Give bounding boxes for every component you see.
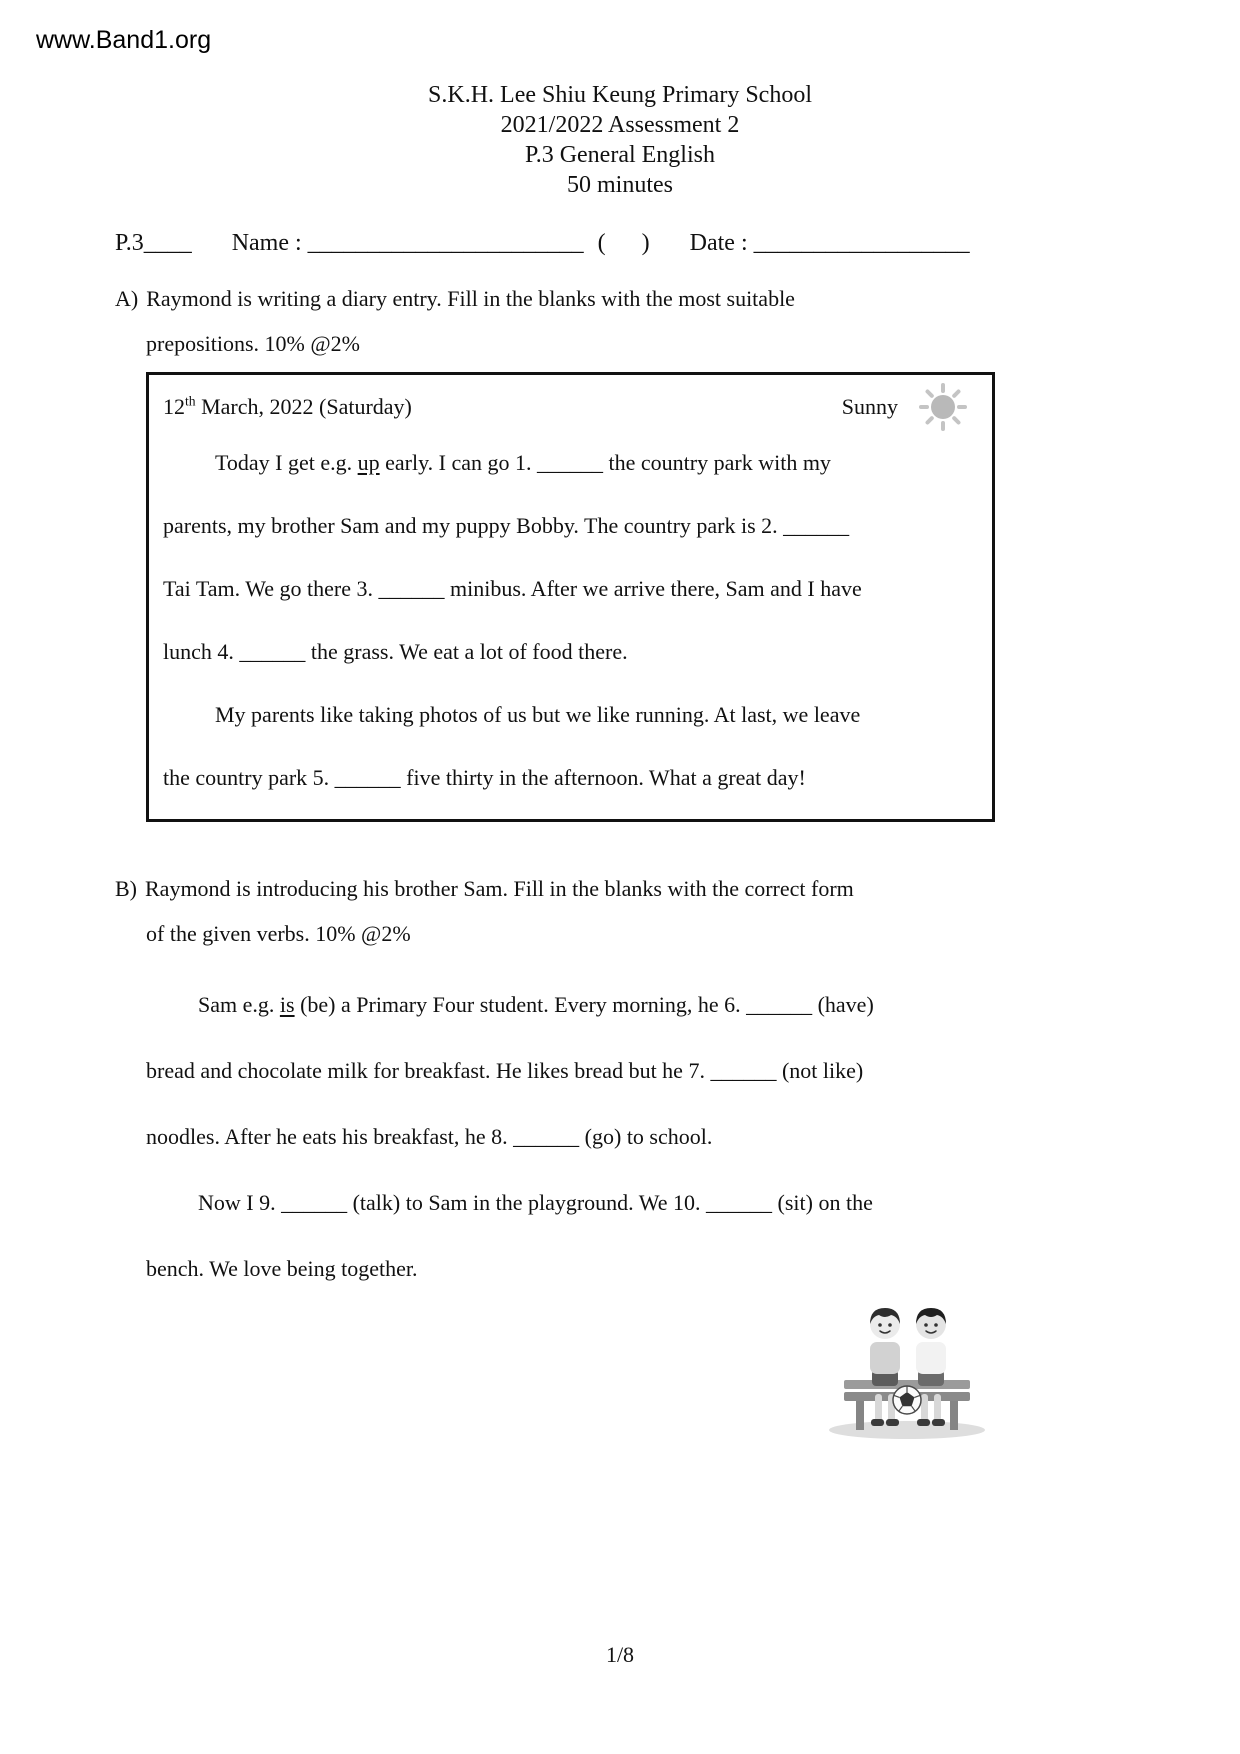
section-b-text xyxy=(146,972,1066,1302)
section-b-instruction-line1 xyxy=(115,866,854,911)
football xyxy=(893,1386,921,1414)
assessment-title: 2021/2022 Assessment 2 xyxy=(500,112,740,138)
section-a-instruction-line1 xyxy=(115,276,795,321)
name-blank: _______________________ xyxy=(307,230,584,256)
date-label: Date : xyxy=(689,230,748,256)
text-line: bread and chocolate milk for breakfast. He likes bread but he 7. ______ (not like) xyxy=(146,1058,864,1083)
section-b-label: B) xyxy=(115,876,137,901)
text-line: parents, my brother Sam and my puppy Bobby. The country park is 2. ______ xyxy=(163,513,850,538)
diary-weather xyxy=(842,381,978,433)
duration: 50 minutes xyxy=(567,172,673,198)
section-b-instruction-line2: of the given verbs. 10% @2% xyxy=(146,921,411,946)
text-line: lunch 4. ______ the grass. We eat a lot of food there. xyxy=(163,639,628,664)
diary-box xyxy=(146,372,995,822)
class-blank: ____ xyxy=(143,230,192,256)
diary-text xyxy=(163,431,978,809)
text-line: the country park 5. ______ five thirty in the afternoon. What a great day! xyxy=(163,765,806,790)
section-a-instruction-line2: prepositions. 10% @2% xyxy=(146,331,360,356)
section-a-label: A) xyxy=(115,286,139,311)
section-a-heading xyxy=(115,276,795,366)
text-line: Today I get e.g. up early. I can go 1. ______ the country park with my xyxy=(215,450,831,475)
name-label: Name : xyxy=(231,230,302,256)
class-label: P.3 xyxy=(115,230,144,256)
class-number-brackets: ( ) xyxy=(597,230,650,256)
text-line: Tai Tam. We go there 3. ______ minibus. After we arrive there, Sam and I have xyxy=(163,576,862,601)
subject-title: P.3 General English xyxy=(525,142,715,168)
diary-date: 12th March, 2022 (Saturday) xyxy=(163,393,412,419)
text-line: Now I 9. ______ (talk) to Sam in the playground. We 10. ______ (sit) on the xyxy=(198,1190,873,1215)
text-line: bench. We love being together. xyxy=(146,1256,418,1281)
section-b-instruction-text: Raymond is introducing his brother Sam. Fill in the blanks with the correct form xyxy=(145,876,854,901)
sun-icon xyxy=(914,381,972,433)
section-b-heading xyxy=(115,866,854,956)
weather-label: Sunny xyxy=(841,394,898,419)
right-boy xyxy=(916,1308,946,1426)
student-info-line xyxy=(115,230,970,257)
date-blank: __________________ xyxy=(753,230,970,256)
diary-header xyxy=(163,383,978,431)
text-line: My parents like taking photos of us but we like running. At last, we leave xyxy=(215,702,861,727)
page-number: 1/8 xyxy=(605,1642,635,1667)
children-on-bench-illustration xyxy=(826,1284,988,1442)
section-a-instruction-text: Raymond is writing a diary entry. Fill in the blanks with the most suitable xyxy=(146,286,795,311)
school-name: S.K.H. Lee Shiu Keung Primary School xyxy=(428,82,812,108)
paper-header xyxy=(0,80,1240,200)
text-line: noodles. After he eats his breakfast, he 8. ______ (go) to school. xyxy=(146,1124,713,1149)
text-line: Sam e.g. is (be) a Primary Four student. Every morning, he 6. ______ (have) xyxy=(198,992,874,1017)
watermark: www.Band1.org xyxy=(36,26,212,54)
